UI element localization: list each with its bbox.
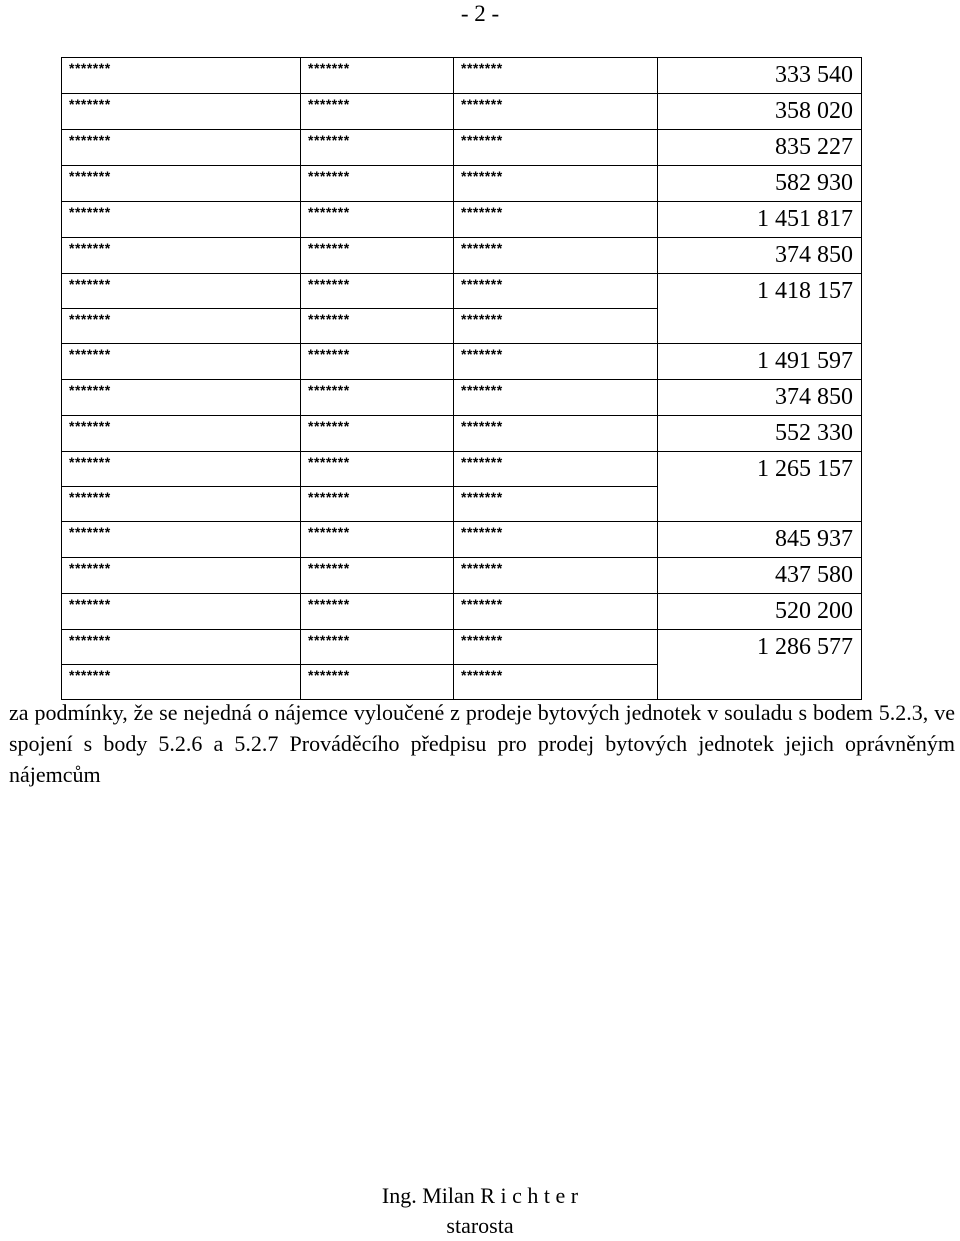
signature-name: Ing. Milan R i c h t e r [381, 1183, 579, 1208]
amount-cell: 437 580 [658, 558, 862, 594]
table-row [62, 344, 862, 380]
masked-cell: ******* [454, 487, 658, 522]
masked-cell: ******* [454, 202, 658, 238]
masked-cell: ******* [454, 380, 658, 416]
masked-cell: ******* [301, 380, 454, 416]
amount-cell: 520 200 [658, 594, 862, 630]
masked-cell: ******* [301, 238, 454, 274]
masked-cell: ******* [62, 558, 301, 594]
masked-cell: ******* [301, 202, 454, 238]
table-row [62, 166, 862, 202]
table-row [62, 522, 862, 558]
masked-cell: ******* [62, 416, 301, 452]
amount-cell: 1 265 157 [658, 452, 862, 522]
masked-cell: ******* [454, 558, 658, 594]
masked-cell: ******* [454, 274, 658, 309]
masked-cell: ******* [301, 166, 454, 202]
page-number: - 2 - [460, 1, 500, 26]
records-table [61, 57, 862, 700]
masked-cell: ******* [62, 238, 301, 274]
masked-cell: ******* [62, 630, 301, 665]
table-row [62, 94, 862, 130]
masked-cell: ******* [62, 344, 301, 380]
masked-cell: ******* [62, 94, 301, 130]
masked-cell: ******* [301, 94, 454, 130]
masked-cell: ******* [454, 452, 658, 487]
masked-cell: ******* [301, 309, 454, 344]
table-row [62, 202, 862, 238]
amount-cell: 374 850 [658, 238, 862, 274]
table-row [62, 630, 862, 665]
amount-cell: 552 330 [658, 416, 862, 452]
masked-cell: ******* [62, 202, 301, 238]
masked-cell: ******* [301, 452, 454, 487]
table-row [62, 594, 862, 630]
masked-cell: ******* [454, 309, 658, 344]
masked-cell: ******* [62, 594, 301, 630]
amount-cell: 1 491 597 [658, 344, 862, 380]
table-row [62, 274, 862, 309]
masked-cell: ******* [454, 630, 658, 665]
masked-cell: ******* [62, 452, 301, 487]
amount-cell: 845 937 [658, 522, 862, 558]
masked-cell: ******* [454, 166, 658, 202]
masked-cell: ******* [301, 344, 454, 380]
amount-cell: 374 850 [658, 380, 862, 416]
table-row [62, 416, 862, 452]
masked-cell: ******* [454, 94, 658, 130]
masked-cell: ******* [62, 487, 301, 522]
masked-cell: ******* [454, 344, 658, 380]
masked-cell: ******* [62, 274, 301, 309]
masked-cell: ******* [301, 558, 454, 594]
masked-cell: ******* [62, 130, 301, 166]
masked-cell: ******* [62, 58, 301, 94]
table-row [62, 238, 862, 274]
masked-cell: ******* [454, 594, 658, 630]
table-row [62, 452, 862, 487]
amount-cell: 358 020 [658, 94, 862, 130]
amount-cell: 333 540 [658, 58, 862, 94]
amount-cell: 582 930 [658, 166, 862, 202]
masked-cell: ******* [301, 274, 454, 309]
amount-cell: 1 286 577 [658, 630, 862, 700]
masked-cell: ******* [301, 416, 454, 452]
table-row [62, 130, 862, 166]
masked-cell: ******* [301, 594, 454, 630]
condition-paragraph: za podmínky, že se nejedná o nájemce vyloučené z prodeje bytových jednotek v souladu s bodem 5.2.3, ve spojení s body 5.2.6 a 5.2.7 Prováděcího předpisu pro prodej bytových jednotek jejich oprávněným nájemcům [9, 700, 955, 787]
masked-cell: ******* [301, 665, 454, 700]
amount-cell: 1 451 817 [658, 202, 862, 238]
masked-cell: ******* [454, 416, 658, 452]
masked-cell: ******* [301, 630, 454, 665]
masked-cell: ******* [454, 665, 658, 700]
masked-cell: ******* [62, 166, 301, 202]
masked-cell: ******* [301, 487, 454, 522]
masked-cell: ******* [62, 665, 301, 700]
signature-block [320, 1181, 640, 1241]
amount-cell: 1 418 157 [658, 274, 862, 344]
masked-cell: ******* [62, 522, 301, 558]
masked-cell: ******* [454, 522, 658, 558]
amount-cell: 835 227 [658, 130, 862, 166]
masked-cell: ******* [454, 58, 658, 94]
table-row [62, 558, 862, 594]
masked-cell: ******* [454, 238, 658, 274]
masked-cell: ******* [301, 58, 454, 94]
masked-cell: ******* [454, 130, 658, 166]
table-row [62, 58, 862, 94]
table-row [62, 380, 862, 416]
masked-cell: ******* [62, 380, 301, 416]
signature-title: starosta [446, 1213, 514, 1238]
masked-cell: ******* [301, 130, 454, 166]
masked-cell: ******* [62, 309, 301, 344]
masked-cell: ******* [301, 522, 454, 558]
